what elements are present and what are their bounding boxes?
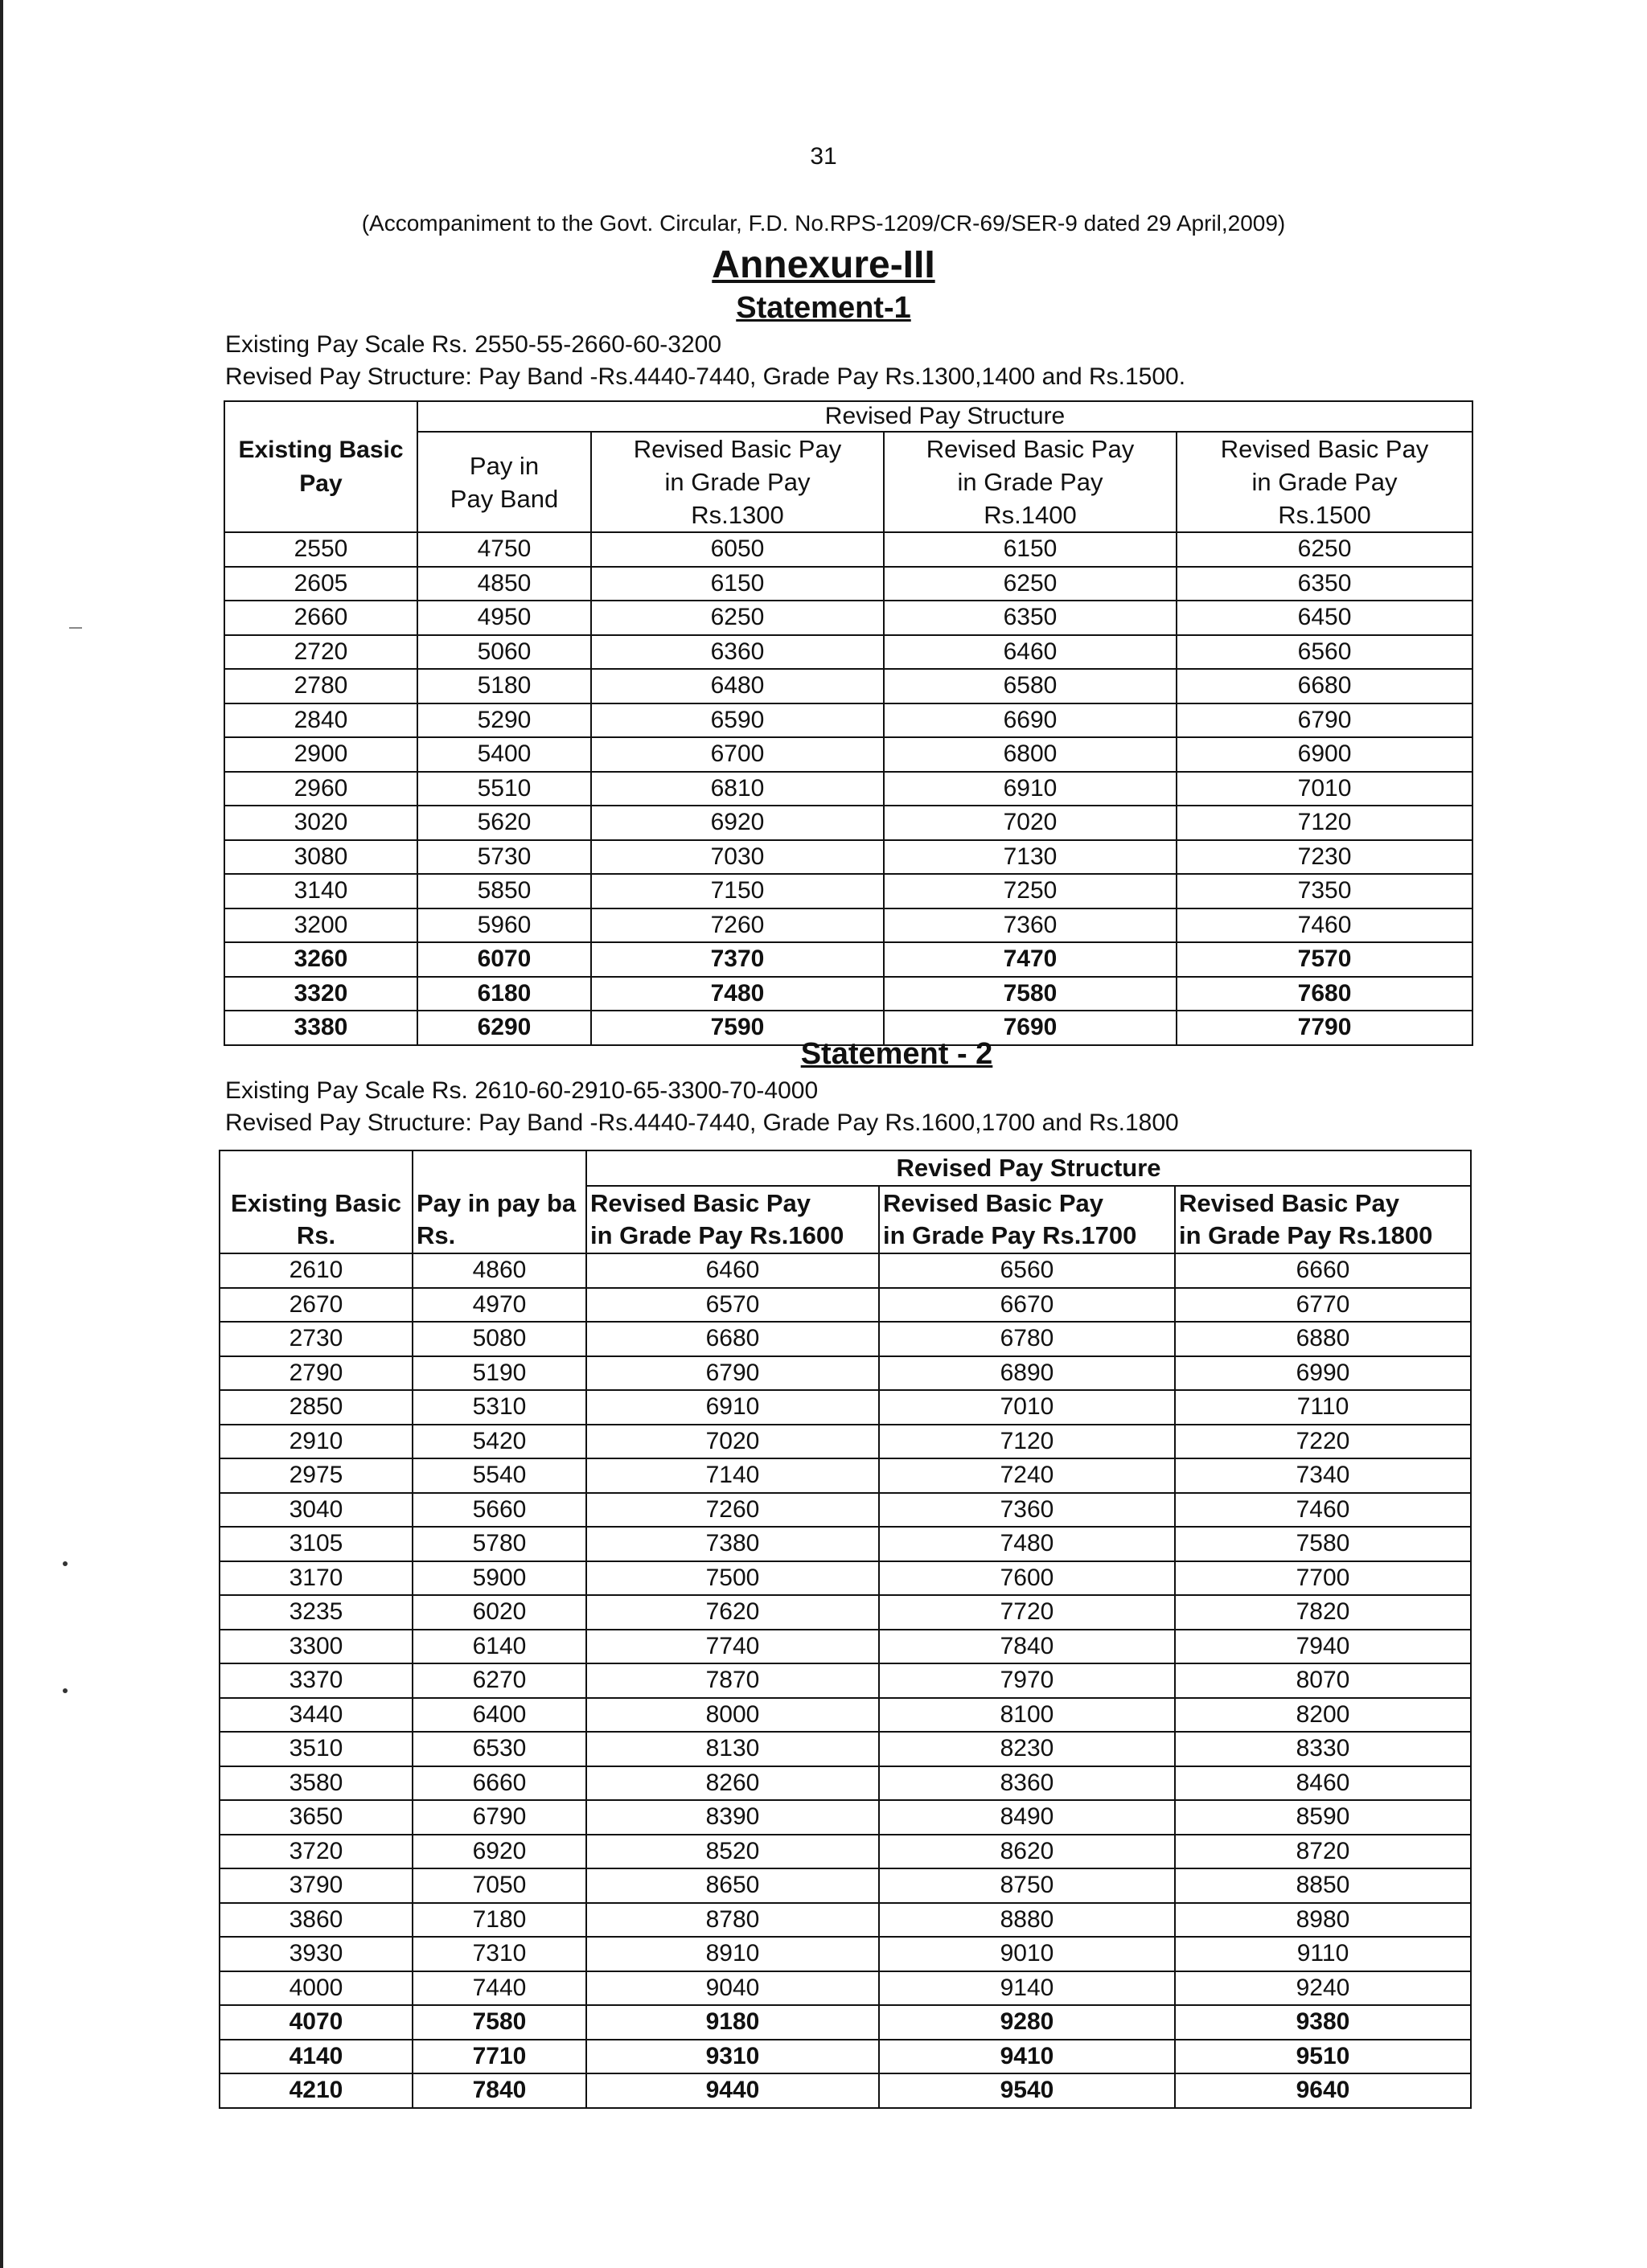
cell-pay-band: 5420 [413,1425,586,1459]
cell-grade-pay-a: 9440 [586,2073,879,2108]
page-binding-edge [0,0,3,2268]
cell-grade-pay-a: 7150 [591,874,884,908]
cell-grade-pay-b: 7020 [884,806,1177,840]
cell-grade-pay-c: 8980 [1175,1903,1471,1938]
cell-grade-pay-a: 9310 [586,2040,879,2074]
cell-grade-pay-a: 6810 [591,772,884,806]
cell-grade-pay-c: 7350 [1177,874,1472,908]
cell-grade-pay-b: 6780 [879,1322,1175,1356]
cell-grade-pay-a: 8650 [586,1868,879,1903]
table-row [220,1322,1471,1356]
table-row [220,2073,1471,2108]
annexure-title: Annexure-III [712,244,935,286]
cell-grade-pay-b: 9540 [879,2073,1175,2108]
cell-pay-band: 5510 [417,772,591,806]
cell-grade-pay-a: 6590 [591,703,884,738]
cell-pay-band: 5080 [413,1322,586,1356]
table-row [220,2005,1471,2040]
cell-grade-pay-c: 6680 [1177,669,1472,703]
table-row [220,1868,1471,1903]
cell-grade-pay-a: 8000 [586,1698,879,1733]
cell-grade-pay-b: 7360 [884,908,1177,943]
margin-dot [63,1561,68,1566]
cell-pay-band: 6020 [413,1595,586,1630]
cell-pay-band: 7840 [413,2073,586,2108]
table-row [220,1971,1471,2006]
cell-existing-basic: 3300 [220,1630,413,1664]
statement-2-revised-structure: Revised Pay Structure: Pay Band -Rs.4440-7440, Grade Pay Rs.1600,1700 and Rs.1800 [225,1109,1179,1136]
cell-grade-pay-a: 7500 [586,1561,879,1596]
cell-pay-band: 5310 [413,1390,586,1425]
cell-pay-band: 5960 [417,908,591,943]
cell-grade-pay-c: 7820 [1175,1595,1471,1630]
cell-pay-band: 5660 [413,1493,586,1528]
cell-existing-basic: 2605 [224,567,417,601]
cell-grade-pay-a: 6570 [586,1288,879,1323]
cell-grade-pay-c: 7700 [1175,1561,1471,1596]
cell-grade-pay-c: 6880 [1175,1322,1471,1356]
header-grade-pay-1700: Revised Basic Pay in Grade Pay Rs.1700 [879,1186,1175,1253]
statement-1-revised-structure: Revised Pay Structure: Pay Band -Rs.4440-7440, Grade Pay Rs.1300,1400 and Rs.1500. [225,363,1186,390]
cell-existing-basic: 2730 [220,1322,413,1356]
header-pay-in-pay-band-rs: Pay in pay ba Rs. [413,1186,586,1253]
cell-grade-pay-b: 6350 [884,601,1177,635]
cell-existing-basic: 3650 [220,1800,413,1835]
table-row [220,1732,1471,1766]
cell-pay-band: 7050 [413,1868,586,1903]
cell-grade-pay-a: 7030 [591,840,884,875]
cell-grade-pay-c: 7460 [1177,908,1472,943]
cell-existing-basic: 4070 [220,2005,413,2040]
cell-pay-band: 5780 [413,1527,586,1561]
cell-existing-basic: 3790 [220,1868,413,1903]
table-row [220,1663,1471,1698]
cell-grade-pay-c: 9380 [1175,2005,1471,2040]
table-row [220,1356,1471,1391]
cell-pay-band: 4860 [413,1253,586,1288]
cell-existing-basic: 4140 [220,2040,413,2074]
cell-grade-pay-b: 7840 [879,1630,1175,1664]
table-row [220,1527,1471,1561]
cell-grade-pay-b: 7360 [879,1493,1175,1528]
cell-grade-pay-b: 6560 [879,1253,1175,1288]
table-row [224,669,1472,703]
cell-grade-pay-c: 6250 [1177,532,1472,567]
header-pay-in-pay-band: Pay in Pay Band [417,432,591,532]
cell-pay-band: 6140 [413,1630,586,1664]
table-row [224,635,1472,670]
cell-grade-pay-c: 9510 [1175,2040,1471,2074]
cell-grade-pay-b: 6910 [884,772,1177,806]
table-row [224,874,1472,908]
cell-grade-pay-c: 7940 [1175,1630,1471,1664]
table-row [220,1493,1471,1528]
cell-grade-pay-c: 6450 [1177,601,1472,635]
cell-existing-basic: 4210 [220,2073,413,2108]
cell-grade-pay-b: 7690 [884,1011,1177,1045]
cell-existing-basic: 2960 [224,772,417,806]
cell-grade-pay-b: 7580 [884,977,1177,1011]
cell-grade-pay-b: 8230 [879,1732,1175,1766]
cell-existing-basic: 2840 [224,703,417,738]
cell-grade-pay-b: 7970 [879,1663,1175,1698]
cell-existing-basic: 3510 [220,1732,413,1766]
cell-existing-basic: 2910 [220,1425,413,1459]
cell-pay-band: 6920 [413,1835,586,1869]
cell-existing-basic: 4000 [220,1971,413,2006]
cell-grade-pay-b: 6460 [884,635,1177,670]
cell-grade-pay-c: 8330 [1175,1732,1471,1766]
cell-grade-pay-b: 7120 [879,1425,1175,1459]
cell-existing-basic: 2780 [224,669,417,703]
cell-grade-pay-a: 8260 [586,1766,879,1801]
cell-pay-band: 6070 [417,942,591,977]
cell-grade-pay-a: 6480 [591,669,884,703]
cell-grade-pay-c: 7570 [1177,942,1472,977]
cell-grade-pay-a: 7740 [586,1630,879,1664]
table-row [224,703,1472,738]
statement-1-table [224,400,1473,1046]
table-row [224,532,1472,567]
table-row [220,1561,1471,1596]
cell-grade-pay-b: 7240 [879,1458,1175,1493]
cell-grade-pay-b: 8620 [879,1835,1175,1869]
cell-existing-basic: 3320 [224,977,417,1011]
cell-grade-pay-a: 7260 [586,1493,879,1528]
cell-grade-pay-a: 8130 [586,1732,879,1766]
cell-grade-pay-b: 6580 [884,669,1177,703]
cell-grade-pay-b: 8490 [879,1800,1175,1835]
cell-pay-band: 7440 [413,1971,586,2006]
table-row [220,1458,1471,1493]
table-row [224,977,1472,1011]
cell-existing-basic: 2720 [224,635,417,670]
table-row [220,1835,1471,1869]
cell-pay-band: 6530 [413,1732,586,1766]
cell-grade-pay-a: 9180 [586,2005,879,2040]
page-number: 31 [810,143,837,170]
cell-pay-band: 4950 [417,601,591,635]
table-row [224,567,1472,601]
cell-existing-basic: 3370 [220,1663,413,1698]
cell-grade-pay-a: 6460 [586,1253,879,1288]
cell-pay-band: 5850 [417,874,591,908]
cell-grade-pay-c: 6900 [1177,737,1472,772]
cell-grade-pay-b: 7480 [879,1527,1175,1561]
circular-reference: (Accompaniment to the Govt. Circular, F.D. No.RPS-1209/CR-69/SER-9 dated 29 April,2009) [361,211,1286,236]
cell-grade-pay-c: 7110 [1175,1390,1471,1425]
header-grade-pay-1300: Revised Basic Pay in Grade Pay Rs.1300 [591,432,884,532]
cell-existing-basic: 3380 [224,1011,417,1045]
cell-grade-pay-a: 7590 [591,1011,884,1045]
cell-existing-basic: 3930 [220,1937,413,1971]
table-row [220,1766,1471,1801]
cell-grade-pay-b: 7720 [879,1595,1175,1630]
cell-grade-pay-c: 8070 [1175,1663,1471,1698]
cell-grade-pay-c: 8850 [1175,1868,1471,1903]
cell-grade-pay-a: 8390 [586,1800,879,1835]
statement-2-existing-scale: Existing Pay Scale Rs. 2610-60-2910-65-3300-70-4000 [225,1077,819,1104]
cell-grade-pay-a: 7140 [586,1458,879,1493]
header-revised-pay-structure-2: Revised Pay Structure [586,1150,1471,1186]
cell-grade-pay-a: 8780 [586,1903,879,1938]
cell-grade-pay-c: 8720 [1175,1835,1471,1869]
cell-grade-pay-a: 7380 [586,1527,879,1561]
cell-existing-basic: 2900 [224,737,417,772]
header-grade-pay-1400: Revised Basic Pay in Grade Pay Rs.1400 [884,432,1177,532]
table-row [224,908,1472,943]
table-row [224,806,1472,840]
cell-pay-band: 5190 [413,1356,586,1391]
cell-grade-pay-b: 6250 [884,567,1177,601]
cell-grade-pay-a: 6250 [591,601,884,635]
cell-grade-pay-b: 7250 [884,874,1177,908]
statement-1-rows [224,532,1472,1045]
cell-existing-basic: 3235 [220,1595,413,1630]
cell-grade-pay-b: 6150 [884,532,1177,567]
cell-grade-pay-c: 6660 [1175,1253,1471,1288]
cell-existing-basic: 3170 [220,1561,413,1596]
cell-pay-band: 5060 [417,635,591,670]
cell-existing-basic: 2670 [220,1288,413,1323]
table-row [220,1288,1471,1323]
cell-grade-pay-b: 9280 [879,2005,1175,2040]
cell-pay-band: 7180 [413,1903,586,1938]
table-row [220,1595,1471,1630]
cell-grade-pay-c: 8200 [1175,1698,1471,1733]
header-revised-pay-structure: Revised Pay Structure [417,401,1472,432]
cell-grade-pay-c: 8590 [1175,1800,1471,1835]
cell-pay-band: 6270 [413,1663,586,1698]
cell-existing-basic: 3440 [220,1698,413,1733]
table-row [224,737,1472,772]
cell-existing-basic: 3040 [220,1493,413,1528]
cell-pay-band: 6400 [413,1698,586,1733]
cell-grade-pay-b: 7130 [884,840,1177,875]
cell-grade-pay-a: 6790 [586,1356,879,1391]
cell-existing-basic: 3720 [220,1835,413,1869]
cell-grade-pay-c: 9240 [1175,1971,1471,2006]
cell-grade-pay-a: 6700 [591,737,884,772]
table-row [224,601,1472,635]
table-row [220,1390,1471,1425]
margin-mark [69,627,82,629]
cell-grade-pay-c: 7220 [1175,1425,1471,1459]
cell-pay-band: 5900 [413,1561,586,1596]
cell-grade-pay-c: 7460 [1175,1493,1471,1528]
cell-existing-basic: 2610 [220,1253,413,1288]
cell-pay-band: 6180 [417,977,591,1011]
cell-grade-pay-b: 6890 [879,1356,1175,1391]
cell-pay-band: 5180 [417,669,591,703]
cell-pay-band: 5290 [417,703,591,738]
cell-existing-basic: 3200 [224,908,417,943]
table-row [220,1903,1471,1938]
cell-grade-pay-b: 6690 [884,703,1177,738]
cell-grade-pay-b: 6670 [879,1288,1175,1323]
cell-grade-pay-a: 6150 [591,567,884,601]
table-row [220,1425,1471,1459]
cell-grade-pay-c: 7010 [1177,772,1472,806]
cell-existing-basic: 2850 [220,1390,413,1425]
cell-grade-pay-c: 7790 [1177,1011,1472,1045]
cell-pay-band: 7710 [413,2040,586,2074]
cell-grade-pay-a: 7620 [586,1595,879,1630]
cell-existing-basic: 3860 [220,1903,413,1938]
cell-grade-pay-b: 7010 [879,1390,1175,1425]
table-row [220,1937,1471,1971]
cell-grade-pay-a: 6360 [591,635,884,670]
cell-grade-pay-c: 6790 [1177,703,1472,738]
cell-grade-pay-a: 8520 [586,1835,879,1869]
cell-existing-basic: 2550 [224,532,417,567]
cell-existing-basic: 2975 [220,1458,413,1493]
header-grade-pay-1800: Revised Basic Pay in Grade Pay Rs.1800 [1175,1186,1471,1253]
statement-1-existing-scale: Existing Pay Scale Rs. 2550-55-2660-60-3200 [225,331,722,358]
cell-grade-pay-c: 7230 [1177,840,1472,875]
cell-grade-pay-c: 7120 [1177,806,1472,840]
cell-pay-band: 6660 [413,1766,586,1801]
cell-grade-pay-b: 8750 [879,1868,1175,1903]
table-row [220,1698,1471,1733]
cell-grade-pay-b: 8360 [879,1766,1175,1801]
cell-grade-pay-a: 9040 [586,1971,879,2006]
cell-grade-pay-b: 6800 [884,737,1177,772]
cell-grade-pay-c: 9640 [1175,2073,1471,2108]
cell-pay-band: 5620 [417,806,591,840]
cell-pay-band: 6290 [417,1011,591,1045]
cell-grade-pay-c: 7340 [1175,1458,1471,1493]
cell-existing-basic: 3105 [220,1527,413,1561]
cell-grade-pay-b: 9410 [879,2040,1175,2074]
cell-pay-band: 5730 [417,840,591,875]
table-row [220,2040,1471,2074]
cell-existing-basic: 2660 [224,601,417,635]
cell-grade-pay-a: 6680 [586,1322,879,1356]
cell-grade-pay-a: 7480 [591,977,884,1011]
table-row [224,840,1472,875]
cell-grade-pay-a: 6050 [591,532,884,567]
cell-existing-basic: 3260 [224,942,417,977]
header-existing-basic-rs: Existing Basic Rs. [220,1186,413,1253]
cell-grade-pay-a: 6920 [591,806,884,840]
cell-grade-pay-b: 9010 [879,1937,1175,1971]
cell-grade-pay-c: 9110 [1175,1937,1471,1971]
cell-grade-pay-b: 7600 [879,1561,1175,1596]
table-row [220,1253,1471,1288]
cell-pay-band: 4850 [417,567,591,601]
cell-pay-band: 6790 [413,1800,586,1835]
cell-grade-pay-b: 7470 [884,942,1177,977]
cell-grade-pay-c: 6350 [1177,567,1472,601]
cell-grade-pay-a: 8910 [586,1937,879,1971]
statement-2-title: Statement - 2 [800,1037,993,1071]
statement-2-rows [220,1253,1471,2108]
cell-grade-pay-a: 6910 [586,1390,879,1425]
statement-2-table [219,1150,1472,2109]
cell-pay-band: 5540 [413,1458,586,1493]
header-existing-basic-pay: Existing Basic Pay [224,401,417,532]
cell-grade-pay-b: 9140 [879,1971,1175,2006]
header-blank-2 [413,1150,586,1186]
cell-grade-pay-a: 7870 [586,1663,879,1698]
cell-grade-pay-b: 8100 [879,1698,1175,1733]
cell-grade-pay-c: 6770 [1175,1288,1471,1323]
cell-grade-pay-c: 6560 [1177,635,1472,670]
header-blank-1 [220,1150,413,1186]
cell-existing-basic: 3580 [220,1766,413,1801]
table-row [224,772,1472,806]
table-row [224,942,1472,977]
cell-grade-pay-a: 7020 [586,1425,879,1459]
margin-dot [63,1688,68,1693]
cell-grade-pay-c: 8460 [1175,1766,1471,1801]
cell-grade-pay-a: 7260 [591,908,884,943]
cell-grade-pay-c: 7680 [1177,977,1472,1011]
cell-pay-band: 7310 [413,1937,586,1971]
cell-pay-band: 4970 [413,1288,586,1323]
cell-grade-pay-c: 7580 [1175,1527,1471,1561]
cell-pay-band: 4750 [417,532,591,567]
cell-pay-band: 7580 [413,2005,586,2040]
table-row [220,1800,1471,1835]
cell-existing-basic: 3080 [224,840,417,875]
cell-grade-pay-c: 6990 [1175,1356,1471,1391]
cell-grade-pay-a: 7370 [591,942,884,977]
cell-existing-basic: 2790 [220,1356,413,1391]
cell-pay-band: 5400 [417,737,591,772]
header-grade-pay-1500: Revised Basic Pay in Grade Pay Rs.1500 [1177,432,1472,532]
table-row [220,1630,1471,1664]
cell-existing-basic: 3020 [224,806,417,840]
cell-grade-pay-b: 8880 [879,1903,1175,1938]
cell-existing-basic: 3140 [224,874,417,908]
header-grade-pay-1600: Revised Basic Pay in Grade Pay Rs.1600 [586,1186,879,1253]
statement-1-title: Statement-1 [736,291,911,325]
